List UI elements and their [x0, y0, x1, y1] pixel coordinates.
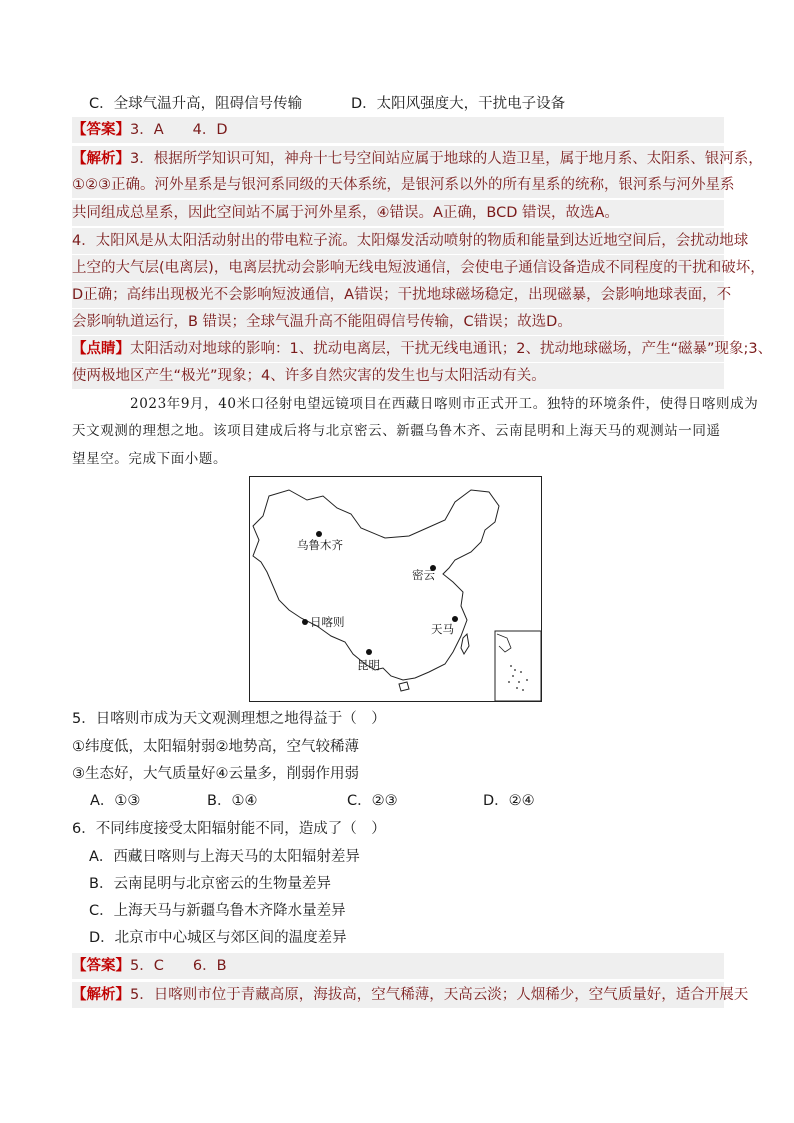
analysis-line: ①②③正确。河外星系是与银河系同级的天体系统，是银河系以外的所有星系的统称，银河系与河外星系: [72, 172, 724, 198]
analysis-line: 共同组成总星系，因此空间站不属于河外星系，④错误。A正确，BCD 错误，故选A。: [72, 200, 724, 226]
analysis-label: 【解析】: [72, 987, 130, 1003]
question-6-stem: 6．不同纬度接受太阳辐射能不同，造成了（ ）: [72, 821, 386, 837]
analysis-line: 上空的大气层(电离层)，电离层扰动会影响无线电短波通信，会使电子通信设备造成不同程度的干扰和破坏，: [72, 255, 724, 281]
city-dot-shigatse: [302, 619, 308, 625]
option-d[interactable]: D．②④: [483, 793, 535, 809]
point-label: 【点睛】: [72, 341, 130, 357]
analysis-label: 【解析】: [72, 151, 130, 167]
option-c[interactable]: C．上海天马与新疆乌鲁木齐降水量差异: [89, 903, 346, 919]
option-b[interactable]: B．云南昆明与北京密云的生物量差异: [89, 876, 331, 892]
question-5-stem: 5．日喀则市成为天文观测理想之地得益于（ ）: [72, 711, 386, 727]
china-map: [249, 476, 542, 702]
option-b[interactable]: B．①④: [207, 793, 258, 809]
answer-label: 【答案】: [72, 958, 130, 974]
intro-line: 2023年9月，40米口径射电望远镜项目在西藏日喀则市正式开工。独特的环境条件，使得日喀则成为: [130, 396, 759, 412]
analysis-line: [72, 982, 749, 1008]
answer-text: 3．A 4．D: [130, 122, 228, 138]
intro-line: 望星空。完成下面小题。: [72, 451, 228, 467]
option-c: C．全球气温升高，阻碍信号传输: [89, 96, 303, 112]
intro-line: 天文观测的理想之地。该项目建成后将与北京密云、新疆乌鲁木齐、云南昆明和上海天马的观测站一同遥: [72, 423, 721, 439]
question-5-options: [72, 788, 742, 814]
point-line: 使两极地区产生“极光”现象；4、许多自然灾害的发生也与太阳活动有关。: [72, 363, 724, 389]
option-d[interactable]: D．北京市中心城区与郊区间的温度差异: [89, 930, 347, 946]
analysis-text: 3．根据所学知识可知，神舟十七号空间站应属于地球的人造卫星，属于地月系、太阳系、银河系，: [130, 151, 763, 167]
city-dot-kunming: [366, 649, 372, 655]
analysis-line: D正确；高纬出现极光不会影响短波通信，A错误；干扰地球磁场稳定，出现磁暴，会影响地球表面，不: [72, 282, 724, 308]
answer-label: 【答案】: [72, 122, 130, 138]
answer-block-2: [72, 953, 724, 979]
point-text: 太阳活动对地球的影响：1、扰动电离层，干扰无线电通讯；2、扰动地球磁场，产生“磁暴”现象;3、: [130, 341, 773, 357]
map-label-shigatse: 日喀则: [310, 615, 345, 629]
map-label-kunming: 昆明: [357, 658, 380, 672]
option-a[interactable]: A．①③: [90, 793, 141, 809]
answer-block-1: [72, 117, 724, 143]
question-5-statement: ③生态好，大气质量好④云量多，削弱作用弱: [72, 766, 359, 782]
option-c[interactable]: C．②③: [347, 793, 398, 809]
question-5-statement: ①纬度低，太阳辐射弱②地势高，空气较稀薄: [72, 739, 359, 755]
map-label-tianma: 天马: [431, 622, 454, 636]
option-a[interactable]: A．西藏日喀则与上海天马的太阳辐射差异: [89, 849, 360, 865]
map-label-miyun: 密云: [412, 568, 435, 582]
analysis-text: 5．日喀则市位于青藏高原，海拔高，空气稀薄，天高云淡；人烟稀少，空气质量好，适合开展天: [130, 987, 749, 1003]
question-4-options-cd: [72, 91, 724, 117]
analysis-line: [72, 146, 763, 172]
south-china-sea-inset: [495, 631, 541, 701]
option-d: D．太阳风强度大，干扰电子设备: [351, 96, 566, 112]
answer-text: 5．C 6．B: [130, 958, 227, 974]
map-label-urumqi: 乌鲁木齐: [297, 538, 343, 552]
analysis-line: 会影响轨道运行，B 错误；全球气温升高不能阻碍信号传输，C错误；故选D。: [72, 309, 724, 335]
point-line: [72, 336, 773, 362]
analysis-line: 4．太阳风是从太阳活动射出的带电粒子流。太阳爆发活动喷射的物质和能量到达近地空间后，会扰动地球: [72, 228, 724, 254]
city-dot-urumqi: [316, 531, 322, 537]
